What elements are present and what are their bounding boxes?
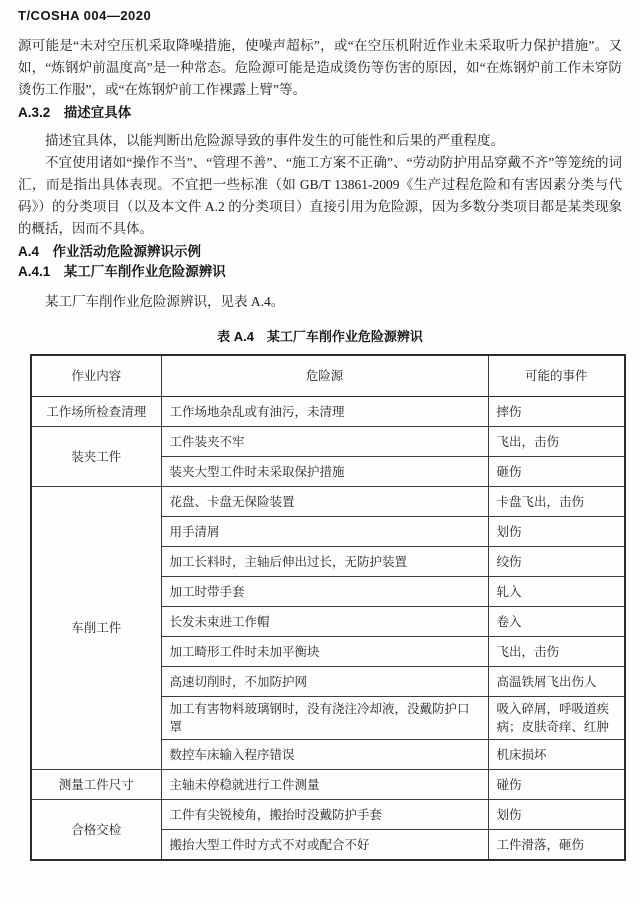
cell-hazard: 搬抬大型工件时方式不对或配合不好 <box>161 830 488 861</box>
cell-possible-event: 碰伤 <box>488 770 625 800</box>
cell-possible-event: 飞出，击伤 <box>488 427 625 457</box>
cell-possible-event: 砸伤 <box>488 457 625 487</box>
hazard-identification-table <box>30 354 626 861</box>
cell-hazard: 主轴未停稳就进行工件测量 <box>161 770 488 800</box>
cell-hazard: 工件装夹不牢 <box>161 427 488 457</box>
cell-activity: 工作场所检查清理 <box>31 397 161 427</box>
column-header-activity: 作业内容 <box>31 355 161 397</box>
cell-hazard: 工件有尖锐棱角，搬抬时没戴防护手套 <box>161 800 488 830</box>
cell-hazard: 装夹大型工件时未采取保护措施 <box>161 457 488 487</box>
section-heading-a4: A.4 作业活动危险源辨识示例 <box>18 244 202 259</box>
cell-hazard: 工作场地杂乱或有油污，未清理 <box>161 397 488 427</box>
table-row <box>31 800 625 830</box>
cell-hazard: 加工有害物料玻璃钢时，没有浇注冷却液，没戴防护口罩 <box>161 697 488 740</box>
cell-possible-event: 划伤 <box>488 800 625 830</box>
table-row <box>31 427 625 457</box>
cell-possible-event: 绞伤 <box>488 547 625 577</box>
cell-possible-event: 吸入碎屑，呼吸道疾病；皮肤奇痒、红肿 <box>488 697 625 740</box>
column-header-event: 可能的事件 <box>488 355 625 397</box>
cell-possible-event: 划伤 <box>488 517 625 547</box>
table-header-row <box>31 355 625 397</box>
cell-possible-event: 摔伤 <box>488 397 625 427</box>
cell-hazard: 长发未束进工作帽 <box>161 607 488 637</box>
cell-possible-event: 飞出，击伤 <box>488 637 625 667</box>
cell-activity: 测量工件尺寸 <box>31 770 161 800</box>
table-row <box>31 487 625 517</box>
paragraph-a32-2: 不宜使用诸如“操作不当”、“管理不善”、“施工方案不正确”、“劳动防护用品穿戴不齐”等笼统的词汇，而是指出具体表现。不宜把一些标准（如 GB/T 13861-2009《生产过程危险和有害因素分类与代码》）的分类项目（以及本文件 A.2 的分类项目）直接引用为危险源，因为多数分类项目都是某类现象的概括，因而不具体。 <box>18 155 622 236</box>
intro-paragraph: 源可能是“未对空压机采取降噪措施，使噪声超标”，或“在空压机附近作业未采取听力保护措施”。又如，“炼钢炉前温度高”是一种常态。危险源可能是造成烫伤等伤害的原因，如“在炼钢炉前工作未穿防烫伤工作服”，或“在炼钢炉前工作裸露上臂”等。 <box>18 38 622 97</box>
cell-activity: 装夹工件 <box>31 427 161 487</box>
cell-activity: 合格交检 <box>31 800 161 861</box>
cell-hazard: 加工畸形工件时未加平衡块 <box>161 637 488 667</box>
cell-possible-event: 卡盘飞出，击伤 <box>488 487 625 517</box>
cell-hazard: 高速切削时，不加防护网 <box>161 667 488 697</box>
cell-hazard: 加工长料时，主轴后伸出过长，无防护装置 <box>161 547 488 577</box>
cell-possible-event: 轧入 <box>488 577 625 607</box>
doc-code-header: T/COSHA 004—2020 <box>18 8 152 23</box>
table-caption: 表 A.4 某工厂车削作业危险源辨识 <box>217 329 423 344</box>
cell-possible-event: 高温铁屑飞出伤人 <box>488 667 625 697</box>
cell-possible-event: 工件滑落，砸伤 <box>488 830 625 861</box>
column-header-hazard: 危险源 <box>161 355 488 397</box>
cell-hazard: 加工时带手套 <box>161 577 488 607</box>
cell-activity: 车削工件 <box>31 487 161 770</box>
paragraph-a32-1: 描述宜具体，以能判断出危险源导致的事件发生的可能性和后果的严重程度。 <box>45 133 504 148</box>
cell-hazard: 花盘、卡盘无保险装置 <box>161 487 488 517</box>
table-row <box>31 397 625 427</box>
section-heading-a32: A.3.2 描述宜具体 <box>18 105 132 120</box>
hazard-table-body <box>31 397 625 861</box>
table-row <box>31 770 625 800</box>
cell-possible-event: 机床损坏 <box>488 740 625 770</box>
cell-hazard: 用手清屑 <box>161 517 488 547</box>
cell-hazard: 数控车床输入程序错误 <box>161 740 488 770</box>
cell-possible-event: 卷入 <box>488 607 625 637</box>
paragraph-a41: 某工厂车削作业危险源辨识，见表 A.4。 <box>45 294 285 309</box>
section-heading-a41: A.4.1 某工厂车削作业危险源辨识 <box>18 264 226 279</box>
